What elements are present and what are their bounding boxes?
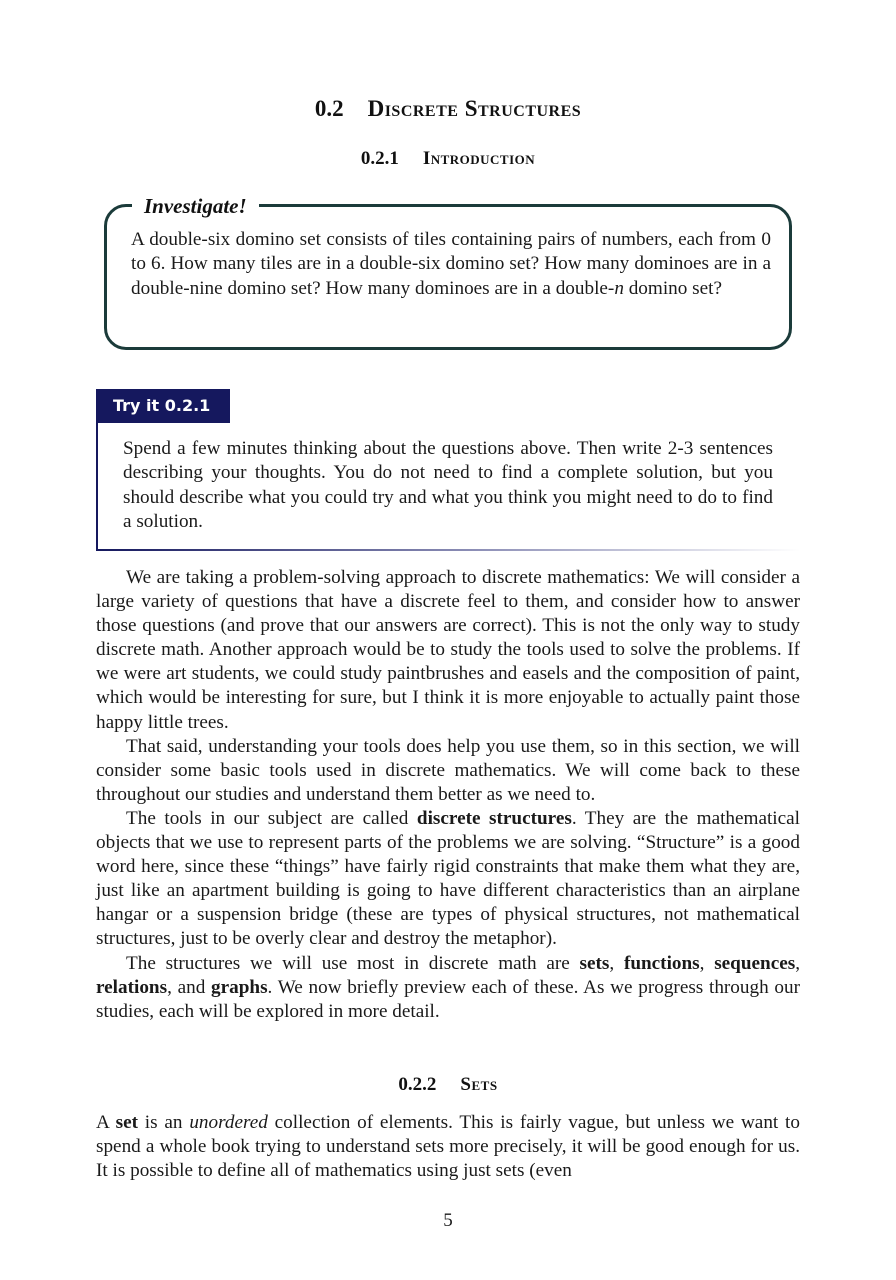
investigate-title: Investigate! [132, 192, 259, 220]
text-span: is an [137, 1112, 190, 1133]
emphasis-unordered: unordered [189, 1112, 268, 1133]
text-span: The tools in our subject are called [126, 807, 417, 829]
subsection-heading-sets [0, 1074, 896, 1096]
sets-body-text [96, 1111, 800, 1183]
subsection-title: Introduction [422, 148, 536, 169]
tryit-label: Try it 0.2.1 [96, 389, 230, 423]
subsection-title: Sets [460, 1074, 498, 1095]
tryit-border-left [96, 423, 98, 551]
paragraph-set-definition [96, 1111, 800, 1183]
text-span: . They are the mathematical objects that we use to represent parts of the problems we are solving. “Structure” is a good word here, since these “things” have fairly rigid constraints that make them what they are, just like an apartment building is going to have different characteristics than an airplane hangar or a suspension bridge (these are types of physical structures, not mathematical structures, just to be overly clear and destroy the metaphor). [96, 807, 801, 950]
investigate-text-end: domino set? [623, 277, 722, 299]
paragraph-approach: We are taking a problem-solving approach to discrete mathematics: We will consider a large variety of questions that have a discrete feel to them, and consider how to answer those questions (and prove that our answers are correct). This is not the only way to study discrete math. Another approach would be to study the tools used to solve the problems. If we were art students, we could study paintbrushes and easels and the composition of paint, which would be interesting for sure, but I think it is more enjoyable to actually paint those happy little trees. [96, 567, 800, 733]
text-span: . We now briefly preview each of these. As we progress through our studies, each will be explored in more detail. [96, 976, 800, 1022]
subsection-number: 0.2.1 [360, 148, 399, 169]
text-span: collection of elements. This is fairly vague, but unless we want to spend a whole book trying to understand sets more precisely, it will be good enough for us. It is possible to define all of mathematics using just sets (even [96, 1112, 800, 1182]
text-span: , and [167, 976, 212, 998]
term-functions: functions [623, 952, 700, 974]
paragraph-discrete-structures [96, 807, 800, 952]
section-heading [0, 96, 896, 122]
text-span: A [96, 1112, 116, 1133]
subsection-heading-introduction [0, 148, 896, 170]
investigate-text-part: A double-six domino set consists of tiles containing pairs of numbers, each from 0 to 6. How many tiles are in a double-six domino set? How many dominoes are in a double-nine domino set? How many dominoes are in a double- [131, 229, 771, 299]
main-body-text [96, 566, 800, 1024]
tryit-border-bottom [96, 549, 800, 551]
paragraph-tools: That said, understanding your tools does help you use them, so in this section, we will consider some basic tools used in discrete mathematics. We will come back to these throughout our studies and understand them better as we need to. [96, 735, 800, 805]
text-span: , [609, 952, 624, 974]
investigate-variable-n: n [614, 277, 624, 299]
page-number: 5 [443, 1210, 453, 1231]
term-sets: sets [579, 952, 610, 974]
term-graphs: graphs [211, 976, 268, 998]
text-span: , [795, 952, 801, 974]
tryit-text: Spend a few minutes thinking about the questions above. Then write 2-3 sentences describing your thoughts. You do not need to find a complete solution, but you should describe what you could try and what you think you might need to do to find a solution. [123, 438, 773, 532]
text-span: , [699, 952, 715, 974]
investigate-text [131, 228, 771, 301]
term-discrete-structures: discrete structures [416, 807, 572, 829]
section-number: 0.2 [314, 96, 344, 121]
text-span: The structures we will use most in discrete math are [126, 952, 580, 974]
term-set: set [115, 1112, 138, 1133]
paragraph-structures-list [96, 952, 800, 1024]
term-sequences: sequences [714, 952, 796, 974]
subsection-number: 0.2.2 [398, 1074, 437, 1095]
term-relations: relations [96, 976, 168, 998]
section-title: Discrete Structures [367, 96, 582, 121]
